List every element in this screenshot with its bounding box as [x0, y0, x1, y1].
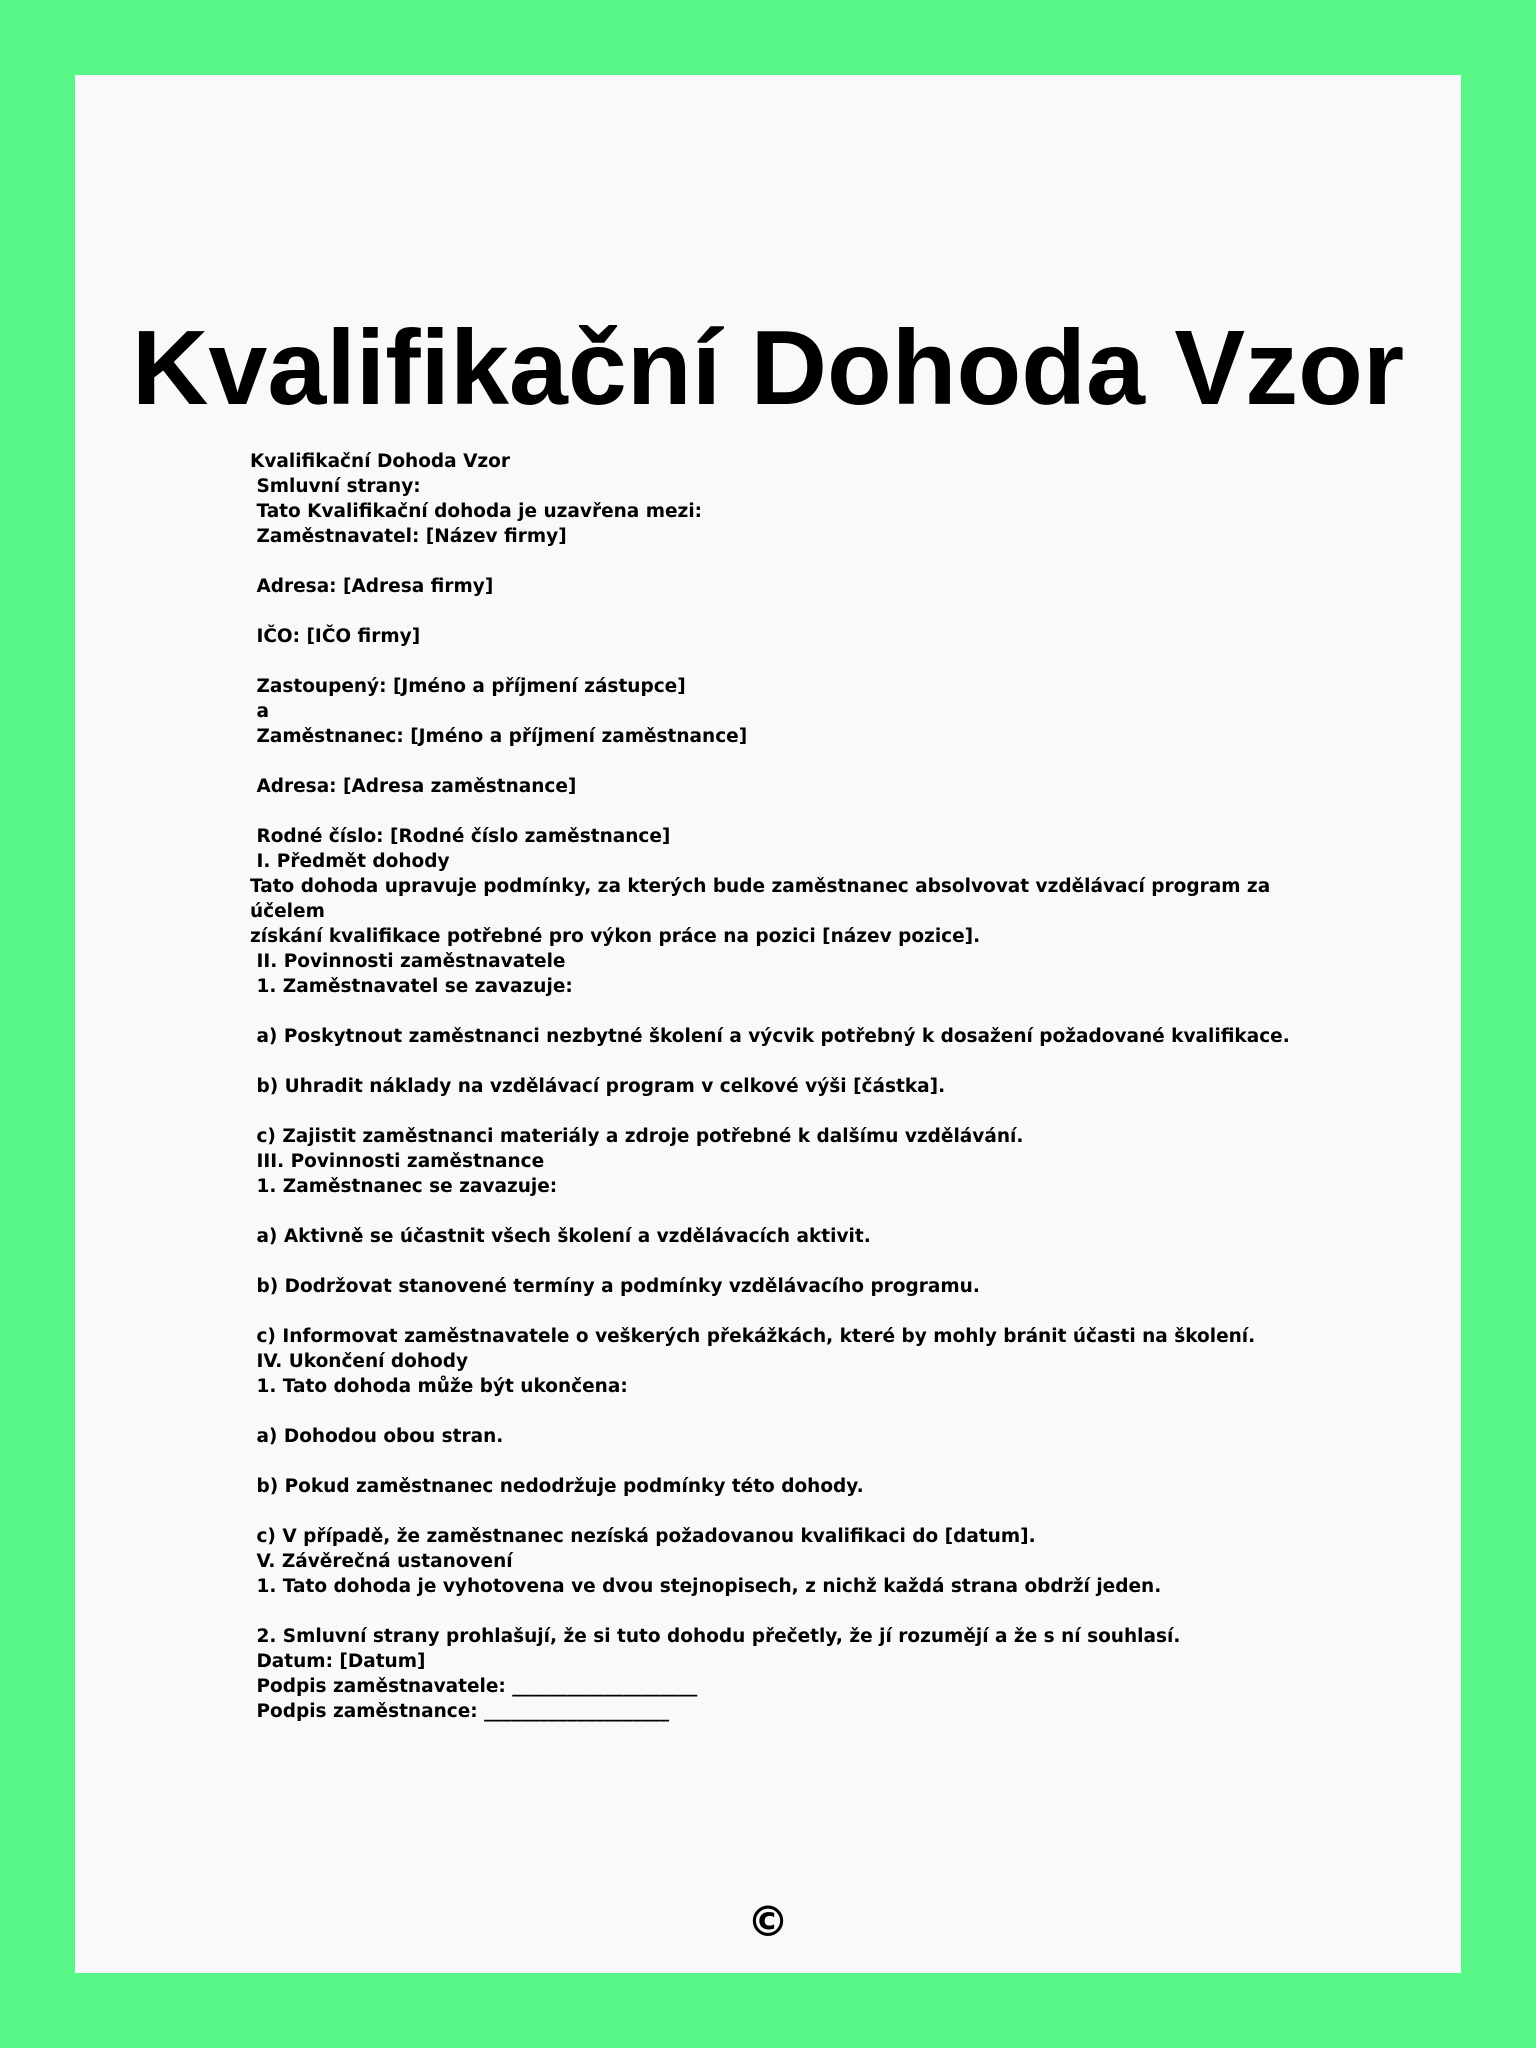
document-body [250, 449, 1330, 1724]
blank-line [250, 999, 1330, 1024]
document-line: a) Aktivně se účastnit všech školení a vzdělávacích aktivit. [250, 1226, 871, 1247]
document-line: a) Poskytnout zaměstnanci nezbytné školení a výcvik potřebný k dosažení požadované kvalifikace. [250, 1026, 1290, 1047]
document-line: IČO: [IČO firmy] [250, 626, 421, 647]
document-line: 2. Smluvní strany prohlašují, že si tuto dohodu přečetly, že jí rozumějí a že s ní souhlasí. [250, 1626, 1181, 1647]
document-line: b) Uhradit náklady na vzdělávací program v celkové výši [částka]. [250, 1076, 946, 1097]
document-line: a [250, 701, 269, 722]
document-line: V. Závěrečná ustanovení [250, 1551, 513, 1572]
document-line: Datum: [Datum] [250, 1651, 426, 1672]
document-line: c) Zajistit zaměstnanci materiály a zdroje potřebné k dalšímu vzdělávání. [250, 1126, 1024, 1147]
blank-line [250, 1399, 1330, 1424]
document-line: Tato Kvalifikační dohoda je uzavřena mezi: [250, 501, 703, 522]
blank-line [250, 749, 1330, 774]
blank-line [250, 1449, 1330, 1474]
document-line: Adresa: [Adresa firmy] [250, 576, 494, 597]
document-line: Zaměstnavatel: [Název firmy] [250, 526, 567, 547]
document-line: IV. Ukončení dohody [250, 1351, 469, 1372]
document-line: I. Předmět dohody [250, 851, 450, 872]
document-line: 1. Zaměstnavatel se zavazuje: [250, 976, 573, 997]
document-line: Smluvní strany: [250, 476, 421, 497]
copyright-symbol: © [747, 1897, 789, 1946]
document-line: Zaměstnanec: [Jméno a příjmení zaměstnance] [250, 726, 748, 747]
blank-line [250, 1299, 1330, 1324]
document-line: b) Pokud zaměstnanec nedodržuje podmínky této dohody. [250, 1476, 864, 1497]
document-line: Kvalifikační Dohoda Vzor [250, 451, 511, 472]
document-page [75, 75, 1461, 1973]
document-line: Tato dohoda upravuje podmínky, za kterých bude zaměstnanec absolvovat vzdělávací program za účelem [250, 876, 1277, 922]
blank-line [250, 1099, 1330, 1124]
blank-line [250, 1249, 1330, 1274]
document-line: c) Informovat zaměstnavatele o veškerých překážkách, které by mohly bránit účasti na školení. [250, 1326, 1256, 1347]
document-line: 1. Tato dohoda může být ukončena: [250, 1376, 628, 1397]
document-line: Podpis zaměstnavatele: ____________________ [250, 1676, 698, 1697]
document-line: a) Dohodou obou stran. [250, 1426, 504, 1447]
blank-line [250, 799, 1330, 824]
document-line: 1. Tato dohoda je vyhotovena ve dvou stejnopisech, z nichž každá strana obdrží jeden. [250, 1576, 1162, 1597]
blank-line [250, 649, 1330, 674]
blank-line [250, 1499, 1330, 1524]
document-line: Adresa: [Adresa zaměstnance] [250, 776, 577, 797]
blank-line [250, 1049, 1330, 1074]
document-line: b) Dodržovat stanovené termíny a podmínky vzdělávacího programu. [250, 1276, 980, 1297]
document-line: Rodné číslo: [Rodné číslo zaměstnance] [250, 826, 671, 847]
document-line: Podpis zaměstnance: ____________________ [250, 1701, 670, 1722]
blank-line [250, 1599, 1330, 1624]
document-title: Kvalifikační Dohoda Vzor [131, 309, 1405, 427]
blank-line [250, 599, 1330, 624]
document-line: 1. Zaměstnanec se zavazuje: [250, 1176, 558, 1197]
blank-line [250, 549, 1330, 574]
document-line: získání kvalifikace potřebné pro výkon práce na pozici [název pozice]. [250, 926, 981, 947]
blank-line [250, 1199, 1330, 1224]
document-line: II. Povinnosti zaměstnavatele [250, 951, 566, 972]
document-line: c) V případě, že zaměstnanec nezíská požadovanou kvalifikaci do [datum]. [250, 1526, 1036, 1547]
document-line: III. Povinnosti zaměstnance [250, 1151, 545, 1172]
document-line: Zastoupený: [Jméno a příjmení zástupce] [250, 676, 686, 697]
